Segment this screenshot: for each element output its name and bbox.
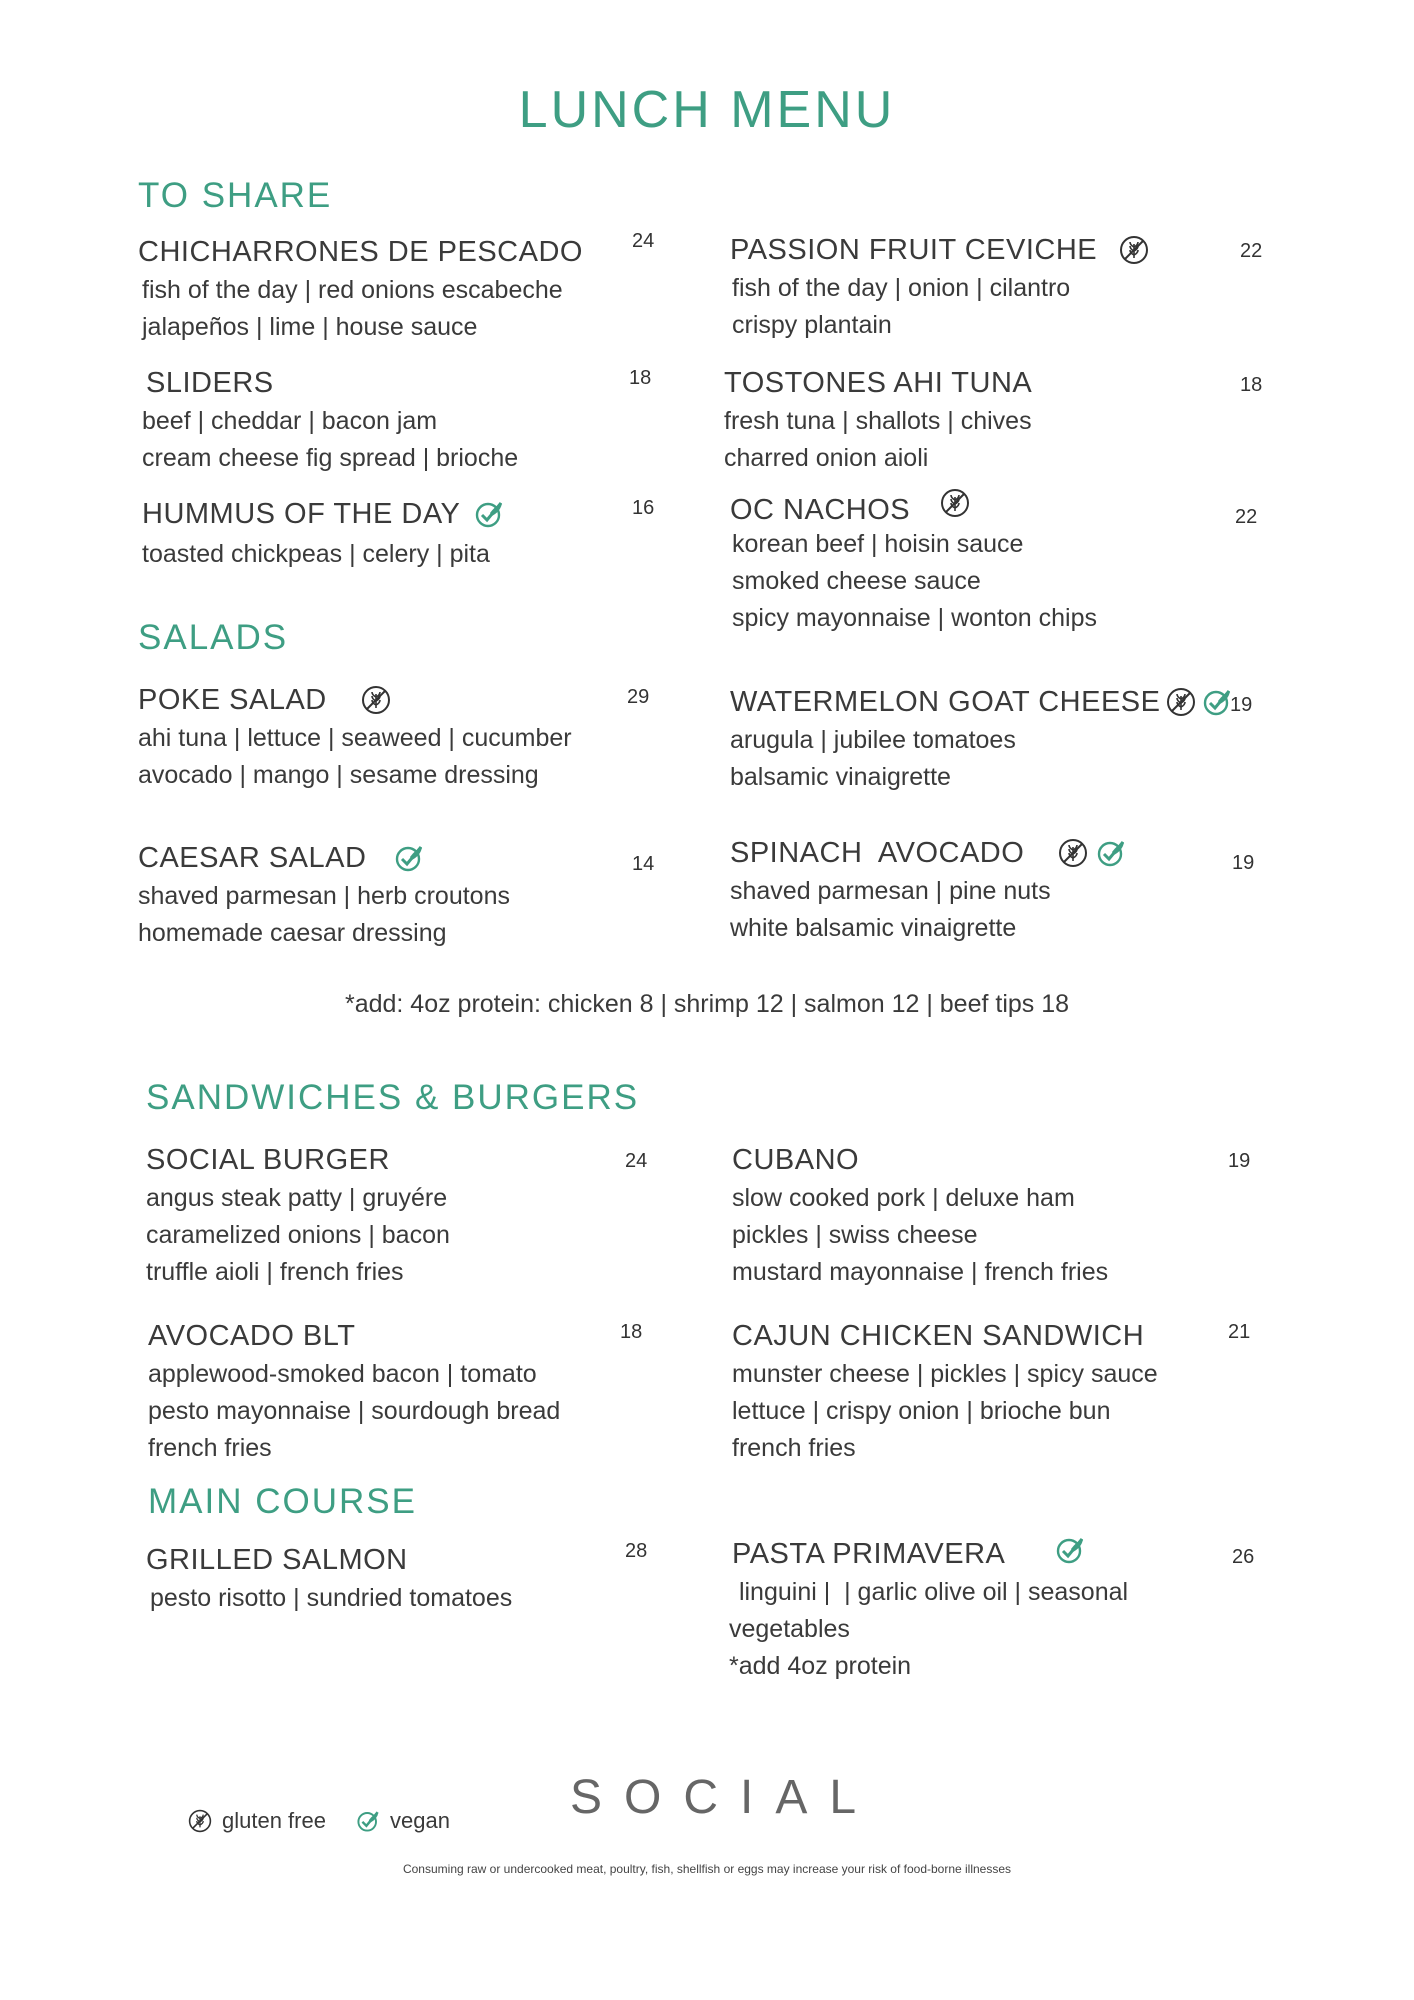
item-desc-line: slow cooked pork | deluxe ham [732,1184,1075,1212]
section-heading-main-course: MAIN COURSE [148,1482,417,1521]
item-desc-line: shaved parmesan | herb croutons [138,882,510,910]
gluten-free-icon [1166,687,1196,717]
gluten-free-icon [940,488,970,518]
item-desc-line: mustard mayonnaise | french fries [732,1258,1109,1286]
menu-item-salmon [146,1540,656,1617]
item-name: TOSTONES AHI TUNA [724,367,1033,399]
item-price: 29 [627,686,650,708]
menu-item-chicharrones [138,232,648,346]
item-price: 24 [625,1150,648,1172]
menu-item-cubano [732,1140,1242,1291]
item-desc-line: fresh tuna | shallots | chives [724,407,1032,435]
item-desc-line: homemade caesar dressing [138,919,447,947]
item-price: 28 [625,1540,648,1562]
gluten-free-icon [361,685,391,715]
item-price: 26 [1232,1546,1255,1568]
menu-item-nachos [730,490,1240,637]
page-title: LUNCH MENU [518,81,896,139]
item-price: 22 [1235,506,1258,528]
item-desc-line: shaved parmesan | pine nuts [730,877,1051,905]
item-desc-line: *add 4oz protein [729,1652,912,1680]
menu-item-tostones [724,363,1234,477]
item-name: PASSION FRUIT CEVICHE [730,234,1098,266]
vegan-leaf-icon [356,1809,380,1833]
gluten-free-icon [188,1809,212,1833]
vegan-leaf-icon [474,499,504,529]
item-price: 19 [1232,852,1255,874]
item-desc-line: fish of the day | red onions escabeche [142,276,563,304]
social-logo [570,1770,878,1825]
item-price: 16 [632,497,655,519]
menu-item-pasta [729,1534,1242,1685]
item-name: AVOCADO BLT [148,1320,356,1352]
item-desc-line: jalapeños | lime | house sauce [142,313,478,341]
menu-item-spinach [730,833,1240,947]
item-desc-line: caramelized onions | bacon [146,1221,450,1249]
item-name: OC NACHOS [730,494,911,526]
item-desc-line: charred onion aioli [724,444,929,472]
item-name: SPINACH AVOCADO [730,837,1025,869]
item-name: HUMMUS OF THE DAY [142,498,461,530]
gluten-free-icon [1119,235,1149,265]
item-name: CUBANO [732,1144,860,1176]
item-desc-line: toasted chickpeas | celery | pita [142,540,490,568]
menu-item-caesar [138,838,648,952]
item-desc-line: munster cheese | pickles | spicy sauce [732,1360,1158,1388]
item-name: PASTA PRIMAVERA [732,1538,1006,1570]
item-price: 18 [629,367,652,389]
item-price: 21 [1228,1321,1251,1343]
menu-item-ceviche [730,230,1240,344]
item-desc-line: truffle aioli | french fries [146,1258,404,1286]
vegan-leaf-icon [1055,1535,1085,1565]
legend-vegan-label: vegan [390,1808,450,1833]
menu-item-hummus [142,494,655,573]
item-desc-line: fish of the day | onion | cilantro [732,274,1071,302]
item-desc-line: korean beef | hoisin sauce [732,530,1024,558]
gluten-free-icon [1058,838,1088,868]
item-desc-line: angus steak patty | gruyére [146,1184,448,1212]
item-price: 19 [1230,694,1253,716]
item-desc-line: pesto mayonnaise | sourdough bread [148,1397,561,1425]
item-desc-line: linguini | | garlic olive oil | seasonal [732,1578,1129,1606]
item-desc-line: pickles | swiss cheese [732,1221,978,1249]
section-heading-salads: SALADS [138,618,289,657]
menu-item-poke [138,680,648,794]
item-name: CHICHARRONES DE PESCADO [138,236,583,268]
item-name: POKE SALAD [138,684,327,716]
section-heading-to-share: TO SHARE [138,176,333,215]
menu-item-blt [148,1316,658,1467]
logo-text: SOCIAL [570,1771,879,1824]
item-desc-line: balsamic vinaigrette [730,763,951,791]
item-price: 22 [1240,240,1263,262]
item-desc-line: arugula | jubilee tomatoes [730,726,1016,754]
item-name: CAJUN CHICKEN SANDWICH [732,1320,1145,1352]
item-desc-line: crispy plantain [732,311,892,339]
protein-add-note: *add: 4oz protein: chicken 8 | shrimp 12 | salmon 12 | beef tips 18 [344,990,1070,1018]
item-desc-line: beef | cheddar | bacon jam [142,407,438,435]
item-desc-line: ahi tuna | lettuce | seaweed | cucumber [138,724,572,752]
menu-item-watermelon [730,682,1240,796]
food-safety-disclaimer: Consuming raw or undercooked meat, poultry, fish, shellfish or eggs may increase your risk of food-borne illnesses [402,1862,1012,1876]
item-price: 18 [1240,374,1263,396]
legend-vegan [356,1808,450,1834]
item-desc-line: white balsamic vinaigrette [730,914,1017,942]
menu-item-cajun [732,1316,1242,1467]
item-desc-line: vegetables [729,1615,850,1643]
legend-gluten-free [188,1808,326,1834]
vegan-leaf-icon [1096,838,1126,868]
vegan-leaf-icon [394,843,424,873]
item-price: 14 [632,853,655,875]
legend-gluten-free-label: gluten free [222,1808,326,1833]
item-name: SLIDERS [146,367,274,399]
item-name: WATERMELON GOAT CHEESE [730,686,1161,718]
item-desc-line: cream cheese fig spread | brioche [142,444,519,472]
item-desc-line: spicy mayonnaise | wonton chips [732,604,1098,632]
item-name: CAESAR SALAD [138,842,367,874]
item-price: 18 [620,1321,643,1343]
item-desc-line: pesto risotto | sundried tomatoes [150,1584,513,1612]
item-desc-line: french fries [732,1434,856,1462]
item-desc-line: french fries [148,1434,272,1462]
item-desc-line: avocado | mango | sesame dressing [138,761,539,789]
item-name: GRILLED SALMON [146,1544,408,1576]
menu-item-burger [146,1140,656,1291]
section-heading-sandwiches: SANDWICHES & BURGERS [146,1078,640,1117]
menu-item-sliders [142,363,656,477]
item-name: SOCIAL BURGER [146,1144,390,1176]
vegan-leaf-icon [1202,687,1232,717]
item-price: 19 [1228,1150,1251,1172]
item-desc-line: lettuce | crispy onion | brioche bun [732,1397,1111,1425]
item-desc-line: smoked cheese sauce [732,567,981,595]
item-price: 24 [632,230,655,252]
item-desc-line: applewood-smoked bacon | tomato [148,1360,537,1388]
